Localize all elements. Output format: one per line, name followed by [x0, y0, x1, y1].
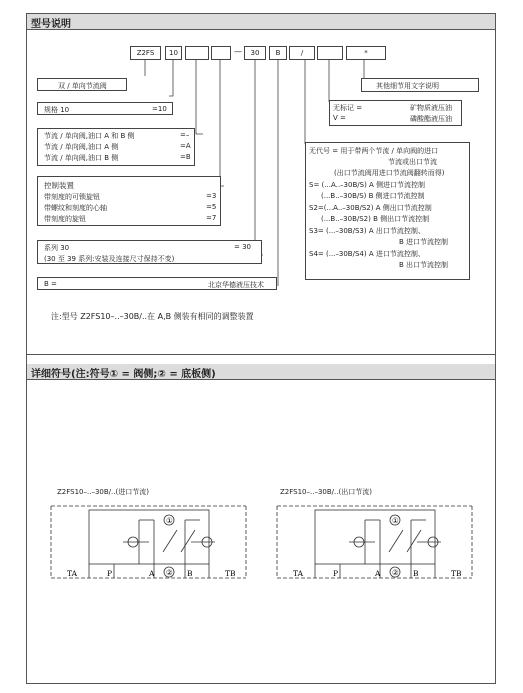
control-title: 控制装置 [44, 181, 74, 190]
flow-line-3: 节流 / 单向阀,油口 B 侧 [44, 154, 119, 162]
control-line-3: 带刻度的旋钮 [44, 215, 86, 223]
series-note: (30 至 39 系列:安装及连接尺寸保持不变) [44, 255, 175, 263]
control-line-2: 带螺纹和刻度的心轴 [44, 204, 107, 212]
valve-name: 双 / 单向节流阀 [58, 82, 107, 90]
datasheet-frame [26, 13, 496, 684]
symbol-1-port-a: A [149, 569, 155, 578]
symbol-meter-in [51, 506, 246, 580]
code-cell-slash: / [289, 46, 315, 60]
flow-line-1: 节流 / 单向阀,油口 A 和 B 侧 [44, 132, 135, 140]
symbols-section-header [27, 364, 495, 380]
box-size [37, 102, 173, 115]
symbol-meter-in-drawing [51, 506, 246, 578]
seal-label-2: V = [333, 114, 346, 122]
b-label: B = [44, 280, 57, 288]
fc-line-5: (...B..–30B/S) B 侧进口节流控制 [321, 192, 425, 200]
box-other-detail [361, 78, 479, 92]
seal-label-1: 无标记 = [333, 104, 363, 112]
size-value: =10 [152, 105, 167, 113]
fc-line-10: S4= (...–30B/S4) A 进口节流控制、 [309, 250, 425, 258]
code-cell-b: B [269, 46, 287, 60]
other-detail: 其他细节用文字说明 [376, 82, 439, 90]
fc-line-9: B 进口节流控制 [399, 238, 449, 246]
flow-code-3: =B [180, 153, 191, 161]
flow-code-1: =– [180, 131, 190, 139]
control-code-3: =7 [206, 214, 217, 222]
box-control [37, 176, 221, 226]
control-line-1: 带刻度的可锁旋钮 [44, 193, 100, 201]
symbol-1-port-tb: TB [225, 569, 236, 578]
symbol-2-port-p: P [333, 569, 339, 578]
flow-code-2: =A [180, 142, 191, 150]
code-cell-series: Z2FS [130, 46, 161, 60]
symbol-meter-out-drawing [277, 506, 472, 578]
symbol-2-port-ta: TA [293, 569, 304, 578]
code-dash: — [234, 47, 242, 56]
fc-line-2: 节流或出口节流 [388, 158, 437, 166]
symbol-1-port-ta: TA [67, 569, 78, 578]
box-flow-control [305, 142, 470, 280]
box-flow-type [37, 128, 195, 166]
box-series [37, 240, 262, 264]
flow-line-2: 节流 / 单向阀,油口 A 侧 [44, 143, 119, 151]
box-b [37, 277, 277, 290]
box-seal [329, 100, 462, 126]
symbols-section-title: 详细符号(注:符号① = 阀侧;② = 底板侧) [31, 369, 216, 380]
seal-value-2: 磷酸酯液压油 [410, 115, 452, 123]
fc-line-3: (出口节流阀用进口节流阀翻转而得) [334, 169, 445, 177]
fc-line-4: S= (...A..–30B/S) A 侧进口节流控制 [309, 181, 426, 189]
fc-line-7: (...B..–30B/S2) B 侧出口节流控制 [321, 215, 430, 223]
series-value: = 30 [234, 243, 251, 251]
section-divider [27, 354, 495, 355]
symbol-2-circle-top: ① [392, 516, 399, 525]
symbol-1-port-p: P [107, 569, 113, 578]
fc-line-11: B 出口节流控制 [399, 261, 449, 269]
symbol-caption-meter-out: Z2FS10–..–30B/..(出口节流) [280, 488, 372, 496]
symbol-2-port-tb: TB [451, 569, 462, 578]
symbol-2-port-a: A [375, 569, 381, 578]
symbol-caption-meter-in: Z2FS10–..–30B/..(进口节流) [57, 488, 149, 496]
symbol-1-circle-top: ① [166, 516, 173, 525]
symbol-1-circle-bottom: ② [166, 568, 173, 577]
code-cell-series-number: 30 [244, 46, 266, 60]
symbol-1-port-b: B [187, 569, 193, 578]
fc-line-8: S3= (...–30B/S3) A 出口节流控制、 [309, 227, 425, 235]
fc-line-6: S2=(...A..–30B/S2) A 侧出口节流控制 [309, 204, 432, 212]
control-code-2: =5 [206, 203, 217, 211]
symbol-2-port-b: B [413, 569, 419, 578]
code-cell-size: 10 [165, 46, 182, 60]
fc-line-1: 无代号 = 用于带两个节流 / 单向阀的进口 [309, 147, 439, 155]
code-cell-other: * [346, 46, 386, 60]
b-value: 北京华德液压技术 [208, 281, 264, 289]
seal-value-1: 矿物质液压油 [410, 104, 452, 112]
symbol-2-circle-bottom: ② [392, 568, 399, 577]
control-code-1: =3 [206, 192, 217, 200]
model-section-title: 型号说明 [31, 19, 71, 30]
box-valve-name [37, 78, 127, 91]
symbol-meter-out [277, 506, 472, 580]
size-label: 规格 10 [44, 106, 70, 114]
series-label: 系列 30 [44, 244, 70, 252]
model-note: 注:型号 Z2FS10–..–30B/..在 A,B 侧装有相同的调整装置 [51, 312, 254, 321]
